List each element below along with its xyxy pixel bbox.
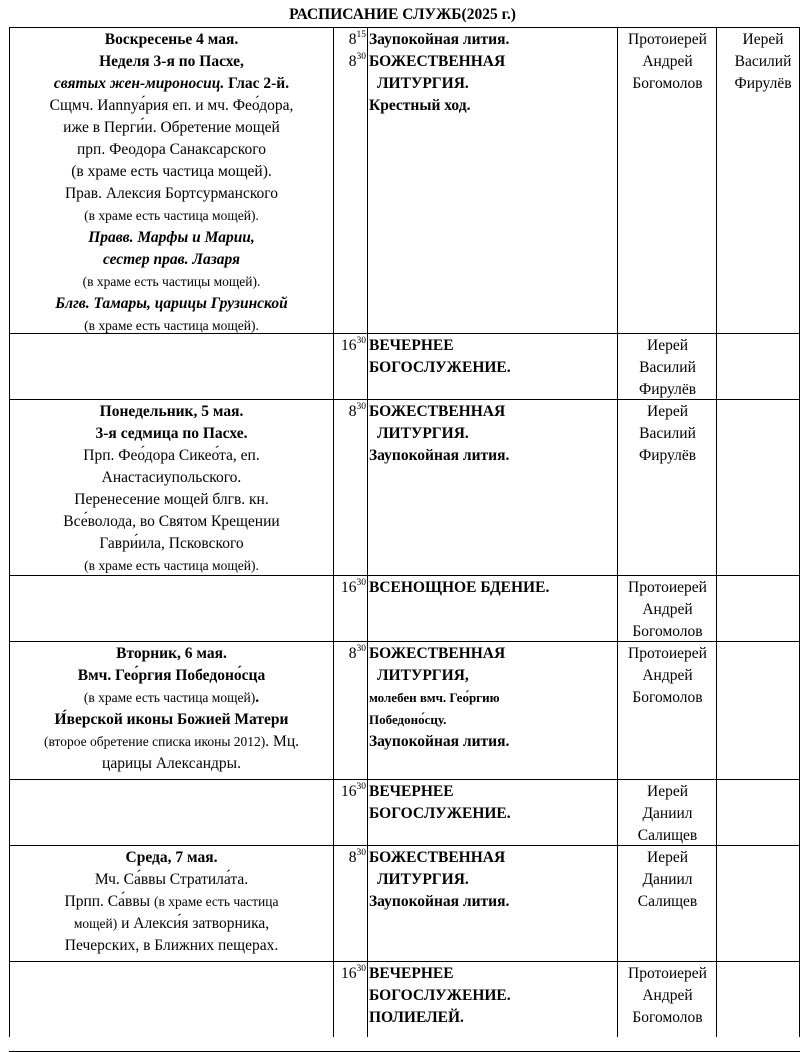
priest-name-line: Протоиерей [628,31,707,48]
service-time [333,781,366,803]
day-line: (в храме есть частица мощей). [84,558,259,573]
day-line: Прп. Фео́дора Сикео́та, еп. [83,447,260,464]
day-line: Гаври́ила, Псковского [99,535,244,552]
schedule-table [9,27,805,1037]
day-line: Перенесение мощей блгв. кн. [74,491,269,508]
priest-name-line: Богомолов [632,75,703,92]
service-line: БОЖЕСТВЕННАЯ [369,849,506,866]
priest-name-line: Иерей [647,783,688,800]
day-line [12,731,331,753]
priest-cell [618,399,717,575]
time-minutes: 30 [356,401,366,412]
service-line: ВЕЧЕРНЕЕ [369,337,454,354]
service-name-cell [368,333,618,399]
day-description-cell [10,961,333,1051]
priest-name-line: Фирулёв [734,75,792,92]
priest-cell [618,333,717,399]
service-time [333,643,366,665]
priest-cell [618,845,717,961]
day-line: Печерских, в Ближних пещерах. [64,937,279,954]
service-time [333,51,366,73]
service-time [333,335,366,357]
time-minutes: 30 [356,577,366,588]
day-line: Сщмч. Иannуа́рия еп. и мч. Фео́дора, [49,97,294,114]
service-line: БОГОСЛУЖЕНИЕ. [369,987,511,1004]
day-line: Вторник, 6 мая. [116,645,227,662]
second-priest-cell [717,399,805,575]
second-priest-cell [717,27,805,333]
priest-name-line: Иерей [647,403,688,420]
day-line [12,687,331,709]
service-line: ВСЕНОЩНОЕ БДЕНИЕ. [369,579,550,596]
day-line-part: святых жен-мироносиц. [53,75,225,92]
priest-name-line: Богомолов [632,689,703,706]
day-description-cell [10,779,333,845]
day-line: Все́волода, во Святом Крещении [63,513,280,530]
time-hours: 16 [341,783,357,800]
second-priest-cell [717,575,805,641]
time-hours: 16 [341,337,357,354]
day-line: Понедельник, 5 мая. [99,403,244,420]
service-time [333,401,366,423]
priest-cell [618,575,717,641]
service-line: БОЖЕСТВЕННАЯ [369,403,506,420]
service-line: ЛИТУРГИЯ, [377,667,469,684]
service-line: ПОЛИЕЛЕЙ. [369,1009,464,1026]
service-line: Заупокойная лития. [369,447,510,464]
priest-cell [618,961,717,1051]
service-line: ЛИТУРГИЯ. [377,425,469,442]
day-line [12,891,331,913]
service-time [333,29,366,51]
priest-name-line: Даниил [642,805,693,822]
day-line: (в храме есть частица мощей). [84,318,259,333]
priest-name-line: Василий [639,425,696,442]
day-description-cell [10,399,333,575]
day-description-cell [10,845,333,961]
day-line: сестер прав. Лазаря [102,251,241,268]
service-line: БОГОСЛУЖЕНИЕ. [369,359,511,376]
second-priest-cell [717,641,805,779]
day-line: Мч. Са́ввы Стратила́та. [94,871,249,888]
service-time-cell [333,961,367,1051]
service-time [333,963,366,985]
service-time-cell [333,333,367,399]
day-description-cell [10,27,333,333]
day-line: Среда, 7 мая. [125,849,218,866]
day-line: Неделя 3-я по Пасхе, [99,53,244,70]
service-time-cell [333,641,367,779]
service-time-cell [333,575,367,641]
day-line-part: и Алекси́я затворника, [117,915,270,932]
day-line-part: Прпп. Са́ввы [64,893,154,910]
service-name-cell [368,575,618,641]
second-priest-cell [717,333,805,399]
service-name-cell [368,27,618,333]
day-description-cell [10,575,333,641]
time-minutes: 30 [356,643,366,654]
time-hours: 8 [348,403,357,420]
day-line-part: . Мц. [265,733,299,750]
service-name-cell [368,845,618,961]
priest-name-line: Даниил [642,871,693,888]
day-line: (в храме есть частица мощей). [71,163,272,180]
service-line: ВЕЧЕРНЕЕ [369,783,454,800]
service-line: БОГОСЛУЖЕНИЕ. [369,805,511,822]
priest-name-line: Андрей [642,667,693,684]
priest-name-line: Андрей [642,53,693,70]
day-line-part: (в храме есть частица [153,894,279,909]
service-line: молебен вмч. Гео́ргию [369,690,500,705]
day-line-part: Глас 2-й. [224,75,290,92]
priest-name-line: Иерей [742,31,784,48]
service-line: Заупокойная лития. [369,31,510,48]
service-time [333,577,366,599]
time-hours: 8 [348,53,357,70]
priest-name-line: Фирулёв [638,447,697,464]
service-name-cell [368,961,618,1051]
service-line: Крестный ход. [369,97,471,114]
service-name-cell [368,641,618,779]
time-hours: 16 [341,579,357,596]
priest-name-line: Салищев [637,827,698,844]
service-time-cell [333,399,367,575]
day-line: прп. Феодора Санаксарского [77,141,266,158]
priest-cell [618,641,717,779]
service-name-cell [368,779,618,845]
day-line: Воскресенье 4 мая. [104,31,239,48]
day-line-part: . [255,689,260,706]
priest-name-line: Иерей [647,337,688,354]
priest-name-line: Андрей [642,987,693,1004]
day-description-cell [10,641,333,779]
priest-name-line: Андрей [642,601,693,618]
day-description-cell [10,333,333,399]
second-priest-cell [717,961,805,1051]
time-minutes: 30 [356,847,366,858]
time-minutes: 15 [356,29,366,40]
service-time [333,847,366,869]
service-line: БОЖЕСТВЕННАЯ [369,645,506,662]
day-line: И́верской иконы Божией Матери [54,711,289,728]
document-title: РАСПИСАНИЕ СЛУЖБ(2025 г.) [289,6,516,23]
service-line: ВЕЧЕРНЕЕ [369,965,454,982]
day-line [12,913,331,935]
time-minutes: 30 [356,963,366,974]
day-line: царицы Александры. [102,755,241,772]
time-minutes: 30 [356,781,366,792]
day-line-part: (в храме есть частица мощей) [83,690,256,705]
priest-cell [618,27,717,333]
priest-name-line: Протоиерей [628,965,707,982]
day-line: Анастасиупольского. [101,469,242,486]
day-line: Вмч. Гео́ргия Победоно́сца [77,667,266,684]
day-line [12,73,331,95]
day-line: Правв. Марфы и Марии, [88,229,255,246]
service-line: Заупокойная лития. [369,733,510,750]
day-line: иже в Перги́и. Обретение мощей [63,119,280,136]
service-line: ЛИТУРГИЯ. [377,871,469,888]
time-hours: 8 [348,645,357,662]
priest-name-line: Фирулёв [638,381,697,398]
service-time-cell [333,779,367,845]
priest-name-line: Богомолов [632,623,703,640]
priest-name-line: Иерей [647,849,688,866]
priest-name-line: Салищев [637,893,698,910]
service-line: Победоно́сцу. [369,712,447,727]
day-line: (в храме есть частица мощей). [84,208,259,223]
priest-cell [618,779,717,845]
service-line: БОЖЕСТВЕННАЯ [369,53,506,70]
day-line-part: мощей) [73,916,118,931]
priest-name-line: Василий [639,359,696,376]
service-line: Заупокойная лития. [369,893,510,910]
day-line-part: (второе обретение списка иконы 2012) [44,734,266,749]
service-line: ЛИТУРГИЯ. [377,75,469,92]
priest-name-line: Протоиерей [628,579,707,596]
day-line: (в храме есть частицы мощей). [82,274,261,289]
day-line: Прав. Алексия Бортсурманского [64,185,279,202]
time-minutes: 30 [356,51,366,62]
service-name-cell [368,399,618,575]
day-line: 3-я седмица по Пасхе. [95,425,248,442]
time-hours: 8 [348,31,357,48]
second-priest-cell [717,845,805,961]
priest-name-line: Протоиерей [628,645,707,662]
second-priest-cell [717,779,805,845]
time-hours: 8 [348,849,357,866]
service-time-cell [333,845,367,961]
day-line: Блгв. Тамары, царицы Грузинской [55,295,288,312]
time-hours: 16 [341,965,357,982]
service-time-cell [333,27,367,333]
priest-name-line: Василий [734,53,792,70]
time-minutes: 30 [356,335,366,346]
priest-name-line: Богомолов [632,1009,703,1026]
